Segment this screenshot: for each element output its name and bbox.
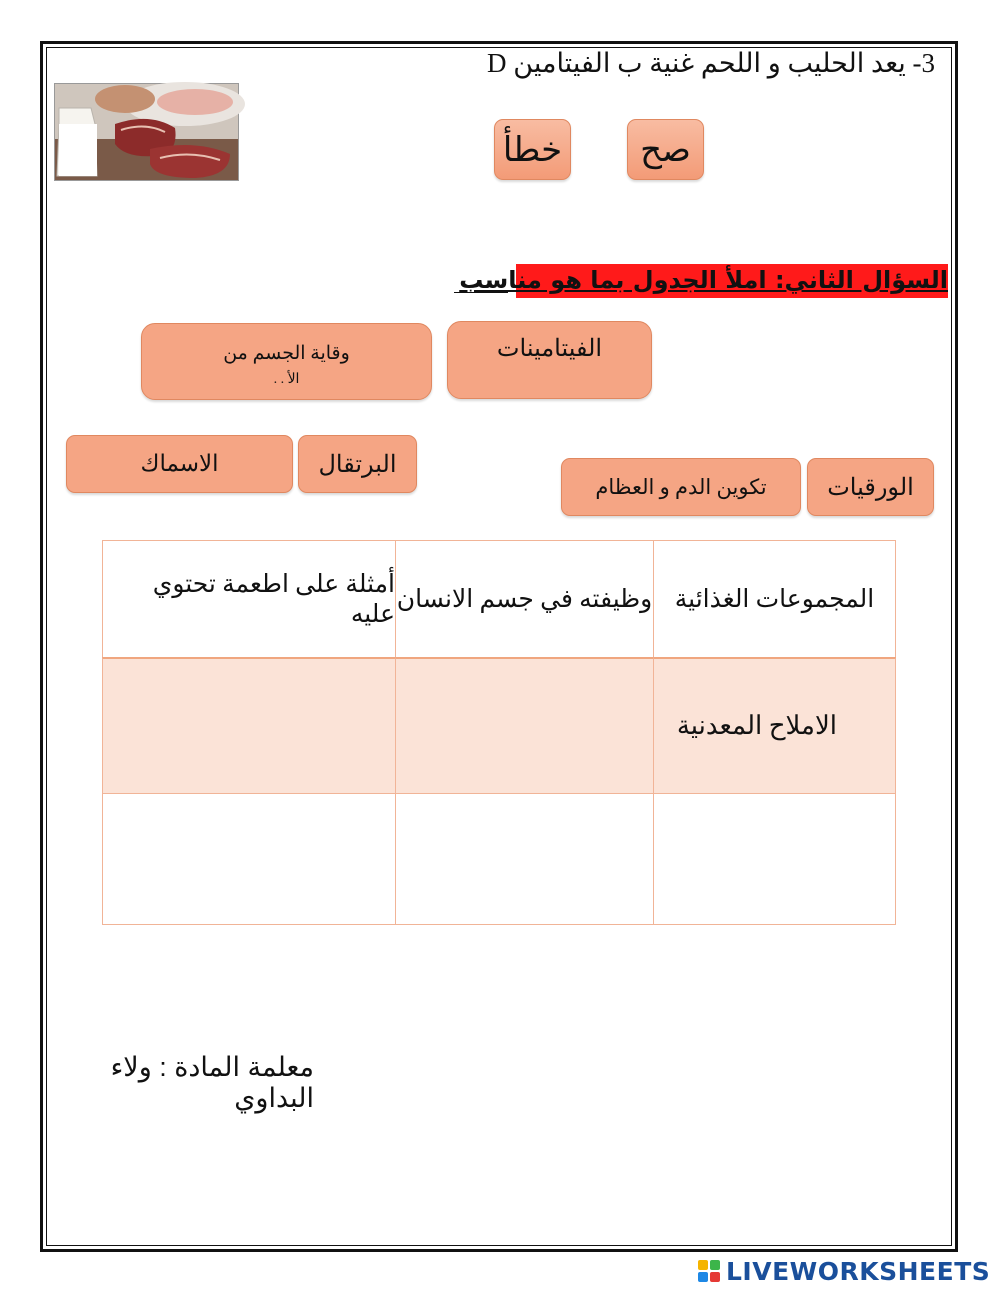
food-groups-table [102, 540, 896, 925]
table-cell[interactable]: الاملاح المعدنية [653, 657, 896, 794]
table-cell[interactable] [102, 793, 396, 925]
false-button[interactable] [494, 119, 571, 180]
chip-blood-bones[interactable] [561, 458, 801, 516]
chip-protection[interactable] [141, 323, 432, 400]
true-label: صح [640, 129, 691, 170]
chip-fish[interactable] [66, 435, 293, 493]
table-cell[interactable] [102, 657, 396, 794]
table-header-cell: أمثلة على اطعمة تحتوي عليه [102, 540, 396, 658]
table-cell[interactable] [395, 657, 654, 794]
question-3-text: 3- يعد الحليب و اللحم غنية ب الفيتامين D [487, 48, 935, 78]
chip-vitamins-label: الفيتامينات [496, 336, 603, 362]
table-cell[interactable] [653, 793, 896, 925]
answer-blank-line [454, 292, 508, 293]
milk-meat-image [54, 83, 239, 181]
chip-vitamins[interactable] [447, 321, 652, 399]
table-header-cell: المجموعات الغذائية [653, 540, 896, 658]
true-button[interactable] [627, 119, 704, 180]
false-label: خطأ [502, 129, 563, 170]
chip-protection-cut: الأ . . [273, 372, 300, 387]
chip-orange[interactable] [298, 435, 417, 493]
chip-orange-label: البرتقال [318, 451, 397, 478]
question-2-heading: السؤال الثاني: املأ الجدول بما هو مناسب [516, 264, 948, 298]
liveworksheets-logo-icon [698, 1260, 720, 1282]
chip-blood-bones-label: تكوين الدم و العظام [595, 474, 767, 499]
chip-leafy[interactable] [807, 458, 934, 516]
chip-leafy-label: الورقيات [827, 474, 914, 501]
chip-fish-label: الاسماك [140, 451, 219, 476]
table-header-cell: وظيفته في جسم الانسان [395, 540, 654, 658]
table-cell[interactable] [395, 793, 654, 925]
brand-name: LIVEWORKSHEETS [726, 1256, 991, 1286]
teacher-name: معلمة المادة : ولاء البداوي [110, 1052, 314, 1113]
chip-protection-label: وقاية الجسم من [223, 343, 350, 364]
liveworksheets-brand [698, 1256, 990, 1286]
